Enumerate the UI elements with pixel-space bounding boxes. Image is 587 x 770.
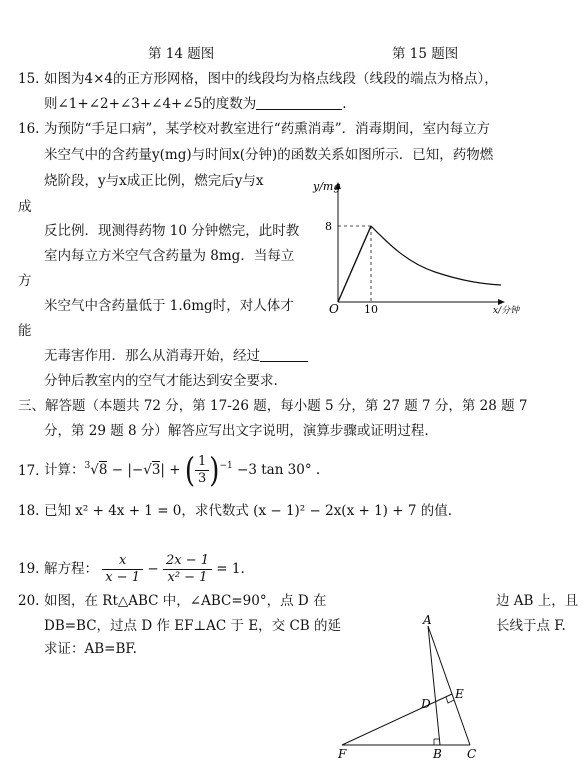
linear-segment [338, 226, 371, 302]
q16-line5: 室内每立方米空气含药量为 8mg．当每立 [44, 248, 295, 264]
label-D: D [421, 697, 431, 711]
q19-equation: 解方程： $\frac{x}{x - 1}$ − $\frac{2x - 1}{\text{x² − 1}}$ = 1. [44, 553, 245, 585]
label-C: C [467, 747, 477, 761]
y-tick-8: 8 [325, 220, 332, 233]
label-A: A [423, 613, 432, 627]
caption-fig14: 第 14 题图 [148, 46, 215, 62]
segment-FE [342, 694, 452, 745]
q16-line3-wrap: 成 [18, 199, 32, 215]
x-tick-10: 10 [364, 303, 378, 316]
q20-line3: 求证：AB=BF. [44, 641, 137, 657]
q16-line5-wrap: 方 [18, 273, 32, 289]
label-B: B [433, 747, 442, 761]
origin-label: O [329, 302, 339, 316]
q20-line1b: 边 AB 上，且 [496, 593, 579, 609]
q20-line2a: DB=BC，过点 D 作 EF⊥AC 于 E，交 CB 的延 [44, 618, 342, 634]
y-axis-label: y/mg [313, 180, 341, 193]
q16-line6-wrap: 能 [18, 323, 32, 339]
concentration-graph [305, 178, 535, 318]
q16-line3: 烧阶段，y与x成正比例，燃完后y与x [44, 173, 264, 189]
q20-line1a: 如图，在 Rt△ABC 中，∠ABC=90°，点 D 在 [44, 593, 327, 609]
answer-blank [260, 347, 308, 362]
section3-line1: 三、解答题（本题共 72 分，第 17-26 题，每小题 5 分，第 27 题 7 分，第 28 题 7 [18, 398, 528, 414]
fraction-1: $\frac{x}{x - 1}$ [102, 553, 143, 586]
q17-number: 17. [18, 463, 40, 479]
triangle-figure [330, 612, 490, 762]
q16-line7: 无毒害作用．那么从消毒开始，经过 [44, 347, 308, 365]
answer-blank [256, 95, 342, 110]
label-E: E [455, 687, 464, 701]
q18-text: 已知 x² + 4x + 1 = 0，求代数式 (x − 1)² − 2x(x + 1) + 7 的值. [44, 503, 453, 519]
caption-fig15: 第 15 题图 [392, 46, 459, 62]
q15-line2: 则∠1+∠2+∠3+∠4+∠5的度数为 . [44, 96, 347, 112]
q16-line4: 反比例．现测得药物 10 分钟燃完，此时教 [44, 223, 300, 239]
q15-line1: 如图为4×4的正方形网格，图中的线段均为格点线段（线段的端点为格点）， [44, 71, 498, 87]
x-axis-arrow [498, 299, 505, 305]
x-axis-label: x/分钟 [493, 306, 520, 316]
right-angle-E [446, 697, 454, 703]
q16-line2: 米空气中的含药量y(mg)与时间x(分钟)的函数关系如图所示．已知，药物燃 [44, 147, 494, 163]
label-F: F [338, 747, 347, 761]
inverse-curve [371, 226, 501, 285]
q18-number: 18. [18, 503, 40, 519]
q20-number: 20. [18, 593, 40, 609]
q19-number: 19. [18, 561, 40, 577]
q17-expression: 计算：$^3$√8 − |−√3| + ( $\frac{1}{3}$ )$^{-1}$ −3 tan 30° . [44, 451, 321, 490]
fraction-2: $\frac{2x - 1}{\text{x² − 1}}$ [163, 553, 212, 586]
fraction-one-third: $\frac{1}{3}$ [195, 454, 209, 487]
q16-line1: 为预防“手足口病”，某学校对教室进行“药熏消毒”．消毒期间，室内每立方 [44, 121, 491, 137]
q16-line8: 分钟后教室内的空气才能达到安全要求. [44, 373, 278, 389]
q15-number: 15. [18, 71, 40, 87]
section3-line2: 分，第 29 题 8 分）解答应写出文字说明，演算步骤或证明过程. [44, 423, 429, 439]
q16-number: 16. [18, 121, 40, 137]
q20-line2b: 长线于点 F. [496, 618, 566, 634]
root-index: 3 [84, 461, 91, 471]
q16-line6: 米空气中含药量低于 1.6mg时，对人体才 [44, 298, 294, 314]
